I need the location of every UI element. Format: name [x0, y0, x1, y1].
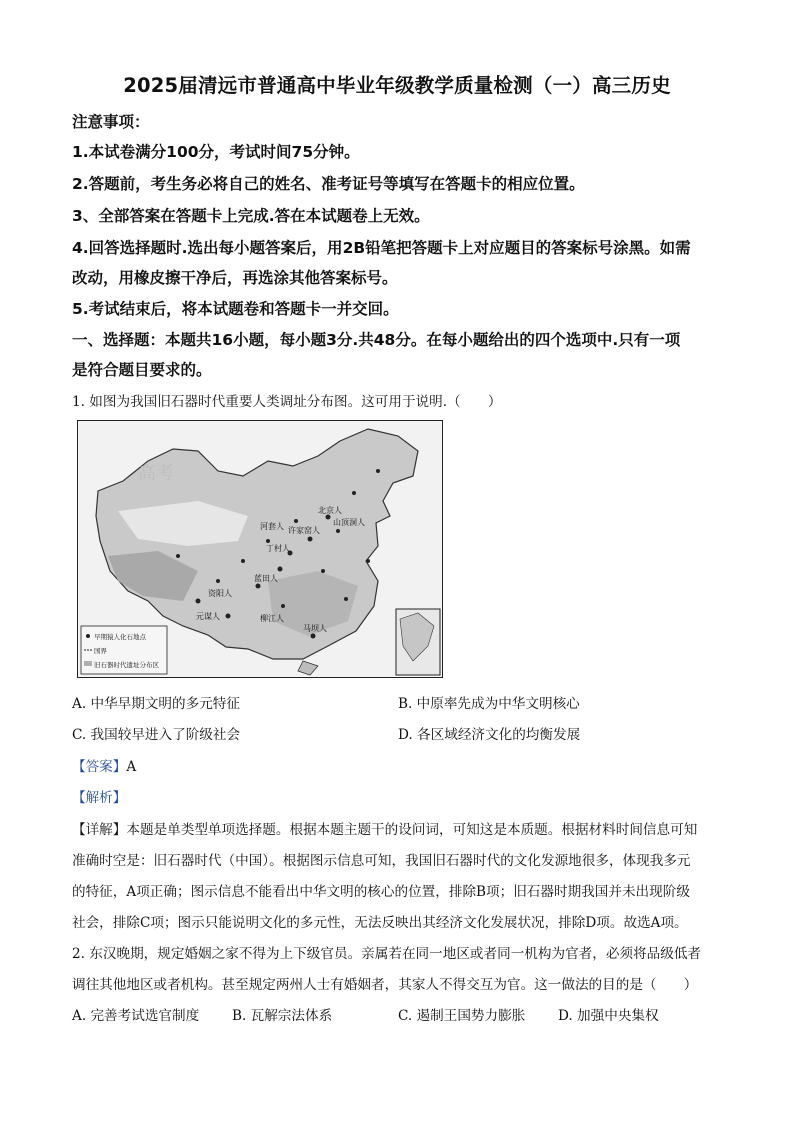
notice-item: 改动，用橡皮擦干净后，再选涂其他答案标号。: [72, 269, 398, 287]
answer-line: [72, 755, 136, 775]
site-dot: [294, 519, 298, 523]
site-dot: [308, 537, 313, 542]
q1-stem: 1. 如图为我国旧石器时代重要人类调址分布图。这可用于说明.（ ）: [72, 394, 502, 410]
notice-item: 4.回答选择题时.选出每小题答案后，用2B铅笔把答题卡上对应题目的答案标号涂黑。如需: [72, 239, 691, 257]
site-dot: [311, 634, 316, 639]
site-dot: [266, 539, 270, 543]
site-dot: [366, 559, 370, 563]
q2-option-b: B. 瓦解宗法体系: [232, 1008, 333, 1024]
notice-item: 3、全部答案在答题卡上完成.答在本试题卷上无效。: [72, 207, 430, 225]
map-label: 元谋人: [196, 612, 220, 621]
map-label: 马坝人: [303, 624, 327, 633]
page-title: 2025届清远市普通高中毕业年级教学质量检测（一）高三历史: [123, 74, 671, 97]
legend-dot-icon: [86, 634, 90, 638]
site-dot: [336, 529, 340, 533]
notice-item: 5.考试结束后，将本试题卷和答题卡一并交回。: [72, 300, 399, 318]
answer-value: A: [126, 759, 137, 775]
map-label: 北京人: [318, 506, 342, 515]
site-dot: [278, 567, 283, 572]
q1-option-b: B. 中原率先成为中华文明核心: [398, 696, 580, 712]
notice-heading: 注意事项：: [72, 113, 150, 131]
map-label: 山顶洞人: [333, 518, 365, 527]
site-dot: [226, 614, 231, 619]
map-label: 资阳人: [208, 589, 232, 598]
detail-line: 【详解】本题是单类型单项选择题。根据本题主题干的设问词，可知这是本质题。根据材料时间信息可知: [72, 822, 698, 838]
site-dot: [196, 599, 201, 604]
site-dot: [241, 559, 245, 563]
map-label: 蓝田人: [254, 574, 278, 583]
site-dot: [281, 604, 285, 608]
legend-area-icon: [84, 661, 92, 666]
map-figure: [78, 421, 441, 676]
q2-stem: 2. 东汉晚期，规定婚姻之家不得为上下级官员。亲属若在同一地区或者同一机构为官者，必须将品级低者: [72, 946, 702, 962]
site-dot: [326, 515, 331, 520]
detail-line: 准确时空是：旧石器时代（中国）。根据图示信息可知，我国旧石器时代的文化发源地很多，体现我多元: [72, 853, 691, 869]
q2-option-d: D. 加强中央集权: [558, 1008, 659, 1024]
legend-label: 早期猿人化石地点: [94, 633, 146, 641]
paleolithic-sites-map: [77, 420, 443, 678]
map-label: 柳江人: [260, 614, 284, 623]
q2-option-a: A. 完善考试选官制度: [72, 1008, 200, 1024]
q2-option-c: C. 遏制王国势力膨胀: [398, 1008, 526, 1024]
q2-stem-cont: 调往其他地区或者机构。甚至规定两州人士有婚姻者，其家人不得交互为官。这一做法的目的是（ ）: [72, 977, 698, 993]
q1-option-a: A. 中华早期文明的多元特征: [72, 696, 240, 712]
section-heading-cont: 是符合题目要求的。: [72, 361, 212, 379]
notice-item: 1.本试卷满分100分，考试时间75分钟。: [72, 143, 360, 161]
notice-item: 2.答题前，考生务必将自己的姓名、准考证号等填写在答题卡的相应位置。: [72, 175, 585, 193]
legend-label: 旧石器时代遗址分布区: [94, 661, 159, 669]
q1-option-c: C. 我国较早进入了阶级社会: [72, 727, 241, 743]
map-label: 丁村人: [266, 544, 290, 553]
site-dot: [216, 579, 220, 583]
section-heading: 一、选择题：本题共16小题，每小题3分.共48分。在每小题给出的四个选项中.只有一项: [72, 331, 681, 349]
detail-line: 的特征，A项正确；图示信息不能看出中华文明的核心的位置，排除B项；旧石器时期我国并未出现阶级: [72, 884, 690, 900]
site-dot: [321, 569, 325, 573]
site-dot: [376, 469, 380, 473]
site-dot: [344, 597, 348, 601]
answer-tag: 【答案】: [72, 759, 127, 775]
site-dot: [176, 554, 180, 558]
map-label: 许家窑人: [288, 526, 320, 535]
detail-line: 社会，排除C项；图示只能说明文化的多元性，无法反映出其经济文化发展状况，排除D项。故选A项。: [72, 915, 688, 931]
map-label: 河套人: [260, 522, 284, 531]
q1-option-d: D. 各区域经济文化的均衡发展: [398, 727, 581, 743]
watermark: 高考: [138, 463, 174, 484]
site-dot: [256, 584, 261, 589]
legend-label: 国界: [94, 647, 107, 655]
site-dot: [352, 491, 356, 495]
analysis-tag: 【解析】: [72, 790, 127, 806]
